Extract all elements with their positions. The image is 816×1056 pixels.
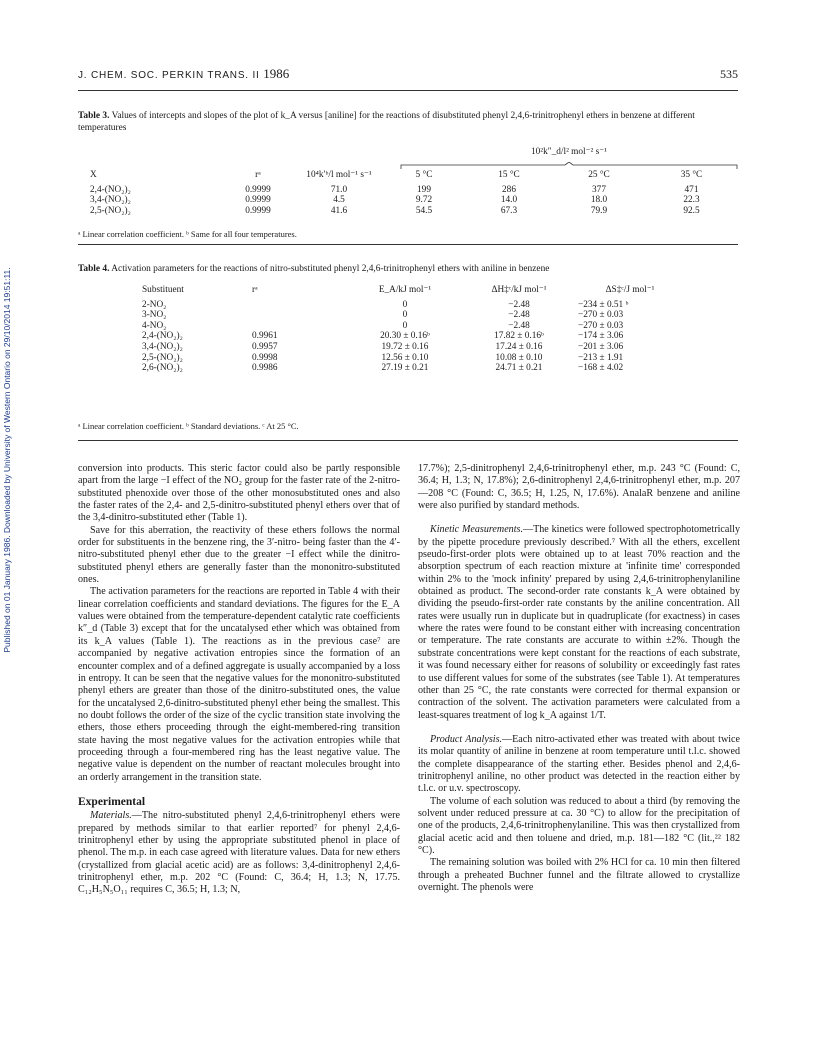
table-cell: −270 ± 0.03	[578, 310, 624, 321]
table-cell: 92.5	[683, 205, 700, 216]
paragraph-text: —The kinetics were followed spectrophotometrically by the pipette procedure previously described.⁷ With all the ethers, excellent pseudo-first-order plots were obtained up to at least 70% reaction and the absorption spectrum of each reaction mixture at 'infinite time' corresponded within 2% to the 'mock infinity' prepared by using 2,4,6-trinitrophenylaniline obtained as product. The second-order rate constants k_A were obtained by dividing the pseudo-first-order rate constants by the aniline concentration. All rates were usually run in duplicate but in quadruplicate (for exactness) in cases where the rates were found to be constant either with increasing concentration or temperature. The rate constants are accurate to within ±2%. Though the substrate concentrations were kept constant for the reactions of each substrate, it was found necessary either for reasons of solubility or exceedingly fast rates to use different values for some of the substrates (see Table 1). At temperatures other than 25 °C, the rate constants were corrected for thermal expansion or contraction of the solvent. The activation parameters were calculated from a least-squares treatment of log k_A against 1/T.	[418, 524, 740, 721]
table-cell: −168 ± 4.02	[578, 363, 624, 374]
table-cell: 0.9998	[252, 352, 278, 363]
table4-col-header: ΔH‡ᶜ/kJ mol⁻¹	[491, 285, 547, 295]
table-cell: 9.72	[415, 195, 433, 206]
publication-sidebar	[2, 180, 14, 740]
table4-caption-text: Activation parameters for the reactions of nitro-substituted phenyl 2,4,6-trinitrophenyl ethers with aniline in benzene	[109, 264, 550, 274]
journal-year: 1986	[263, 66, 290, 81]
body-paragraph: Save for this aberration, the reactivity of these ethers follows the normal order for substituents in the benzene ring, the 3′-nitro- being faster than the 4′-nitro-substituted phenyl ether due to the greater −I effect while the dinitro-substituted phenyl ethers are generally faster than the mononitro-substituted ones.	[78, 524, 400, 586]
table-cell: 24.71 ± 0.21	[495, 363, 543, 374]
table-cell: −270 ± 0.03	[578, 320, 624, 331]
table-cell	[252, 310, 350, 321]
table3-header-row	[90, 170, 740, 181]
table-cell: 20.30 ± 0.16ᵇ	[380, 331, 430, 342]
table-row	[142, 310, 682, 321]
table3-col-header: X	[90, 170, 97, 180]
table-cell: 67.3	[500, 205, 518, 216]
body-paragraph	[78, 810, 400, 896]
table-row	[142, 363, 682, 374]
table4-caption	[78, 263, 738, 275]
table-row	[142, 353, 682, 364]
table-cell: 0.9957	[252, 341, 278, 352]
table-cell: 199	[417, 184, 431, 195]
table-cell	[252, 321, 350, 332]
table-cell: −2.48	[508, 299, 530, 310]
table-cell: 19.72 ± 0.16	[381, 341, 429, 352]
table-row	[142, 342, 682, 353]
table4-footnote: ᵃ Linear correlation coefficient. ᵇ Standard deviations. ᶜ At 25 °C.	[78, 421, 299, 431]
table-cell: 377	[592, 184, 606, 195]
table3-col-header: 10⁴k′ᵇ/l mol⁻¹ s⁻¹	[306, 170, 372, 180]
table3-caption-text: Values of intercepts and slopes of the plot of k_A versus [aniline] for the reactions of disubstituted phenyl 2,4,6-trinitrophenyl ethers in benzene at different temperatures	[78, 111, 695, 133]
table-cell: 41.6	[330, 205, 348, 216]
table-cell: 3,4-(NO₂)₂	[90, 195, 131, 206]
table3-group-brace	[400, 162, 738, 170]
table4-label: Table 4.	[78, 264, 110, 274]
table-row	[90, 206, 740, 217]
paragraph-lead: Kinetic Measurements.	[430, 524, 523, 536]
table-row	[90, 185, 740, 196]
table-cell: −234 ± 0.51 ᵇ	[578, 299, 629, 310]
body-paragraph: conversion into products. This steric factor could also be partly responsible apart from the large −I effect of the NO₂ group for the faster rate of the 2-nitro-substituted phenoxide over those of the other monosubstituted ones and also the faster rates of the 2,4- and 2,5-dinitro-substituted phenyl ethers over that of the 3,4-dinitro-substituted ether (Table 1).	[78, 463, 400, 524]
body-paragraph: 17.7%); 2,5-dinitrophenyl 2,4,6-trinitrophenyl ether, m.p. 243 °C (Found: C, 36.4; H, 1.3; N, 17.8%); 2,6-dinitrophenyl 2,4,6-trinitrophenyl ether, m.p. 207—208 °C (Found: C, 36.5; H, 1.25, N, 17.6%). AnalaR benzene and aniline were also purified by standard methods.	[418, 463, 740, 512]
table-row	[142, 321, 682, 332]
table3-col-header: 5 °C	[415, 170, 433, 180]
table-cell: 2,6-(NO₂)₂	[142, 363, 183, 374]
table-cell: 17.24 ± 0.16	[495, 341, 543, 352]
paragraph-lead: Product Analysis.	[430, 733, 503, 745]
table-cell: 2,5-(NO₂)₂	[142, 352, 183, 363]
running-header	[78, 66, 738, 82]
table4-col-header: Substituent	[142, 285, 184, 295]
table-cell: 2,4-(NO₂)₂	[90, 184, 131, 195]
header-rule	[78, 90, 738, 91]
table-cell: 18.0	[590, 195, 608, 206]
paragraph-lead: Materials.	[90, 810, 132, 822]
table-cell: 0	[402, 299, 408, 310]
table4-col-header: E_A/kJ mol⁻¹	[378, 285, 432, 295]
table-cell: 79.9	[590, 205, 608, 216]
body-paragraph: The activation parameters for the reactions are reported in Table 4 with their linear correlation coefficients and standard deviations. The figures for the E_A values were obtained from the temperature-dependent catalytic rate coefficients k″_d (Table 3) except that for the uncatalysed ether which was obtained from its k_A values (Table 1). The reactions as in the previous case⁷ are accompanied by negative activation entropies since the formation of an encounter complex and of a defined aggregate is usually accompanied by a loss in entropy. It can be seen that the negative values for the mononitro-substituted phenyl ethers are greater than those of the dinitro-substituted ones, the value for the uncatalysed 2,6-dinitro-substituted phenyl ether being the smallest. This no doubt follows the order of the size of the cyclic transition state involving the ethers, those ethers proceeding through the eight-membered-ring transition state having the most negative values for the activation entropies while that proceeding through a four-membered ring has the least negative value. The negative value is dependent on the number of reactant molecules brought into an orderly arrangement in the transition state.	[78, 586, 400, 783]
table-row	[142, 331, 682, 342]
table-cell: 3-NO₂	[142, 310, 167, 321]
table-cell: 4-NO₂	[142, 320, 167, 331]
table3	[90, 170, 740, 216]
table-cell: 471	[684, 184, 699, 195]
table-cell: −213 ± 1.91	[578, 352, 624, 363]
table3-label: Table 3.	[78, 111, 110, 121]
body-paragraph: The volume of each solution was reduced to about a third (by removing the solvent under reduced pressure at ca. 30 °C) to allow for the precipitation of one of the products, 2,4,6-trinitrophenylaniline. This was then crystallized from glacial acetic acid and then toluene and dried, m.p. 181—182 °C (lit.,²² 182 °C).	[418, 795, 740, 856]
left-column	[78, 463, 400, 897]
table3-col-header: 25 °C	[588, 170, 610, 180]
page-number: 535	[720, 67, 738, 81]
publication-sidebar-text: Published on 01 January 1986. Downloaded by University of Western Ontario on 29/10/2014 19:51:11.	[2, 267, 12, 653]
table4-header-row	[142, 285, 682, 296]
paragraph-text: —Each nitro-activated ether was treated with about twice its molar quantity of aniline in benzene at room temperature until t.l.c. showed the complete disappearance of the starting ether. Besides phenol and 2,4,6-trinitrophenyl aniline, no other product was detected in the reaction either by t.l.c. or u.v. spectroscopy.	[418, 733, 741, 795]
table-cell: 2,5-(NO₂)₂	[90, 205, 131, 216]
section-heading: Experimental	[78, 795, 146, 808]
table-cell: 0.9961	[252, 331, 278, 342]
table4-col-header: ΔS‡ᶜ/J mol⁻¹	[605, 285, 655, 295]
body-paragraph: The remaining solution was boiled with 2% HCl for ca. 10 min then filtered through a preheated Buchner funnel and the filtrate allowed to crystallize overnight. The phenols were	[418, 857, 740, 893]
table-row	[142, 300, 682, 311]
table3-col-header: 35 °C	[680, 170, 703, 180]
table-cell: 0.9999	[245, 205, 271, 216]
table-cell: 0.9999	[245, 195, 271, 206]
table-cell: 4.5	[333, 195, 345, 206]
table-cell: 2-NO₂	[142, 299, 167, 310]
table4	[142, 285, 682, 374]
paragraph-text: —The nitro-substituted phenyl 2,4,6-trinitrophenyl ethers were prepared by methods similar to that earlier reported⁷ for phenyl 2,4,6-trinitrophenyl ether by using the appropriate substituted phenol in place of phenol. The m.p. in each case agreed with literature values. Data for new ethers (crystallized from glacial acetic acid) are as follows: 3,4-dinitrophenyl 2,4,6-trinitrophenyl ether, m.p. 202 °C (Found: C, 36.4; H, 1.3; N, 17.75. C₁₂H₅N₅O₁₁ requires C, 36.5; H, 1.3; N,	[78, 810, 400, 896]
table-cell: 54.5	[415, 205, 433, 216]
table3-caption	[78, 110, 738, 134]
body-paragraph	[418, 524, 740, 722]
table-cell: −2.48	[508, 310, 530, 321]
table-row	[90, 195, 740, 206]
table-cell: 71.0	[330, 184, 348, 195]
table4-bottom-rule	[78, 440, 738, 441]
table4-col-header: rᵃ	[252, 285, 258, 295]
table-cell: 0.9999	[245, 184, 271, 195]
table-cell: 10.08 ± 0.10	[495, 352, 543, 363]
table-cell: 14.0	[500, 195, 518, 206]
table-cell: 17.82 ± 0.16ᵇ	[494, 331, 544, 342]
body-paragraph	[418, 734, 740, 796]
table-cell: 12.56 ± 0.10	[381, 352, 429, 363]
table-cell: −2.48	[508, 320, 530, 331]
table3-group-header: 10²k″_d/l² mol⁻² s⁻¹	[531, 147, 607, 157]
table3-col-header: 15 °C	[498, 170, 520, 180]
journal-name: J. CHEM. SOC. PERKIN TRANS. II 1986	[78, 66, 290, 81]
table-cell: 0	[402, 320, 408, 331]
table-cell: 27.19 ± 0.21	[381, 363, 429, 374]
table3-bottom-rule	[78, 244, 738, 245]
table-cell: 0	[402, 310, 408, 321]
table-cell: 3,4-(NO₂)₂	[142, 341, 183, 352]
table3-col-header: rᵃ	[255, 170, 261, 180]
table3-footnote: ᵃ Linear correlation coefficient. ᵇ Same for all four temperatures.	[78, 229, 297, 239]
table-cell	[252, 300, 350, 311]
table-cell: 286	[502, 184, 516, 195]
right-column	[418, 463, 740, 894]
table-cell: 22.3	[683, 195, 700, 206]
table-cell: 2,4-(NO₂)₂	[142, 331, 183, 342]
table-cell: −201 ± 3.06	[578, 341, 624, 352]
table-cell: 0.9986	[252, 363, 278, 374]
table-cell: −174 ± 3.06	[578, 331, 624, 342]
